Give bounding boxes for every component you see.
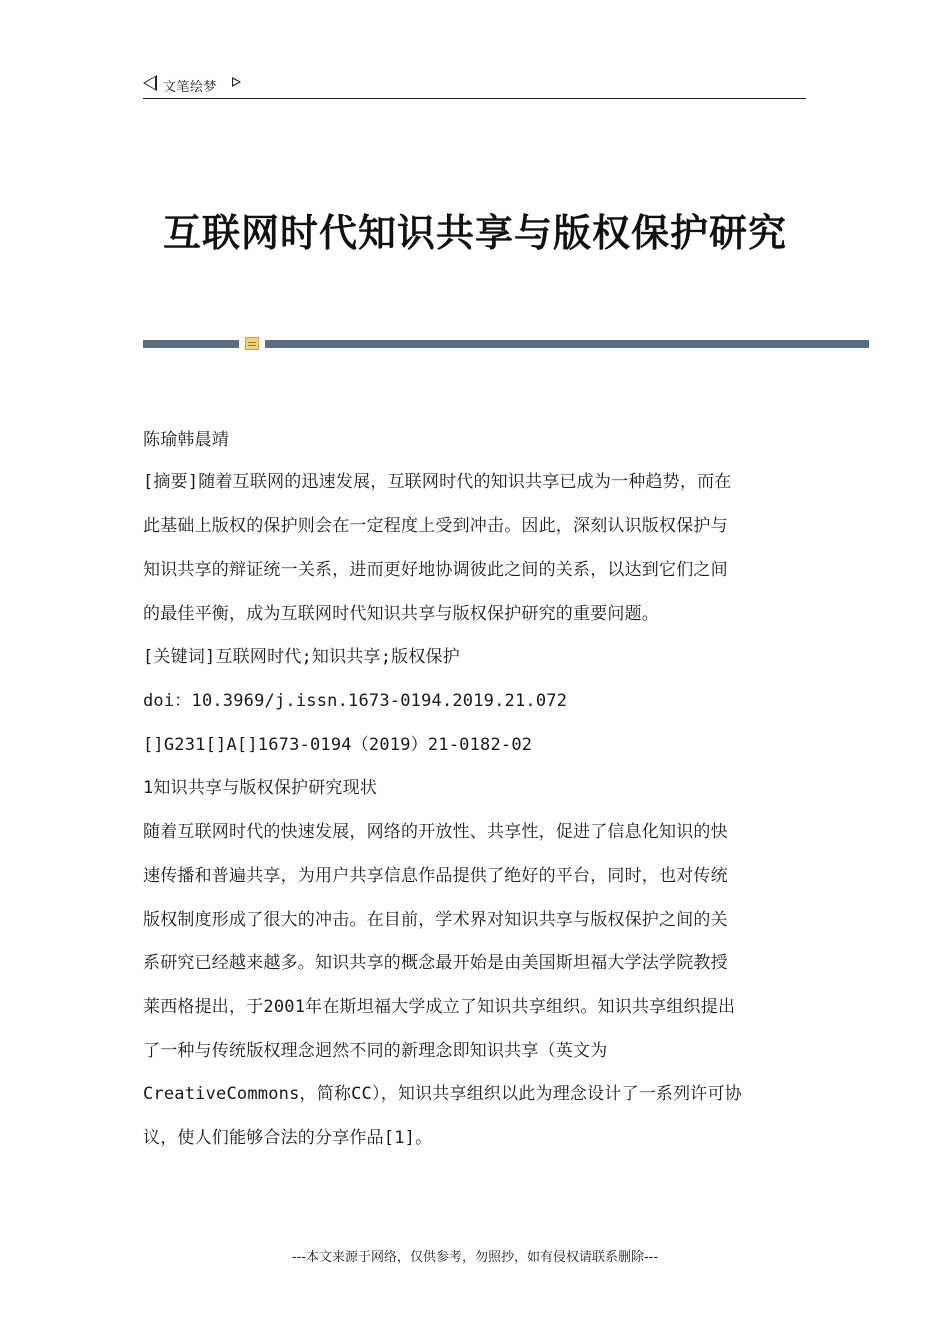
divider-ornament-icon — [245, 337, 259, 350]
keywords: [关键词]互联网时代;知识共享;版权保护 — [143, 647, 460, 667]
paragraph-line: 系研究已经越来越多。知识共享的概念最开始是由美国斯坦福大学法学院教授 — [143, 953, 728, 973]
abstract-line: 知识共享的辩证统一关系，进而更好地协调彼此之间的关系，以达到它们之间 — [143, 560, 728, 580]
paragraph-line: 随着互联网时代的快速发展，网络的开放性、共享性，促进了信息化知识的快 — [143, 822, 728, 842]
abstract-line: 此基础上版权的保护则会在一定程度上受到冲击。因此，深刻认识版权保护与 — [143, 516, 728, 536]
classification-codes: []G231[]A[]1673-0194（2019）21-0182-02 — [143, 735, 533, 755]
paragraph-line: 议，使人们能够合法的分享作品[1]。 — [143, 1128, 433, 1148]
paragraph-line: 莱西格提出，于2001年在斯坦福大学成立了知识共享组织。知识共享组织提出 — [143, 997, 736, 1017]
paragraph-line: 速传播和普遍共享，为用户共享信息作品提供了绝好的平台，同时，也对传统 — [143, 866, 728, 886]
left-triangle-icon — [143, 75, 157, 91]
paragraph-line: 了一种与传统版权理念迥然不同的新理念即知识共享（英文为 — [143, 1041, 608, 1061]
paragraph-line: CreativeCommons，简称CC），知识共享组织以此为理念设计了一系列许可协 — [143, 1084, 742, 1104]
right-triangle-icon — [232, 77, 241, 87]
header-brand: 文笔绘梦 — [163, 80, 218, 95]
divider-bar-right — [265, 340, 869, 348]
abstract-line: 的最佳平衡，成为互联网时代知识共享与版权保护研究的重要问题。 — [143, 604, 659, 624]
abstract-line: [摘要]随着互联网的迅速发展，互联网时代的知识共享已成为一种趋势，而在 — [143, 472, 732, 492]
doi: doi：10.3969/j.issn.1673-0194.2019.21.072 — [143, 691, 568, 711]
authors: 陈瑜韩晨靖 — [143, 430, 229, 450]
divider-bar-left — [143, 340, 239, 348]
page-footer-disclaimer: ---本文来源于网络，仅供参考，勿照抄，如有侵权请联系删除--- — [291, 1250, 659, 1265]
title-divider — [143, 337, 869, 351]
paragraph-line: 版权制度形成了很大的冲击。在目前，学术界对知识共享与版权保护之间的关 — [143, 910, 728, 930]
section-heading: 1知识共享与版权保护研究现状 — [143, 778, 378, 798]
page-header — [143, 72, 806, 99]
document-title: 互联网时代知识共享与版权保护研究 — [162, 211, 787, 255]
